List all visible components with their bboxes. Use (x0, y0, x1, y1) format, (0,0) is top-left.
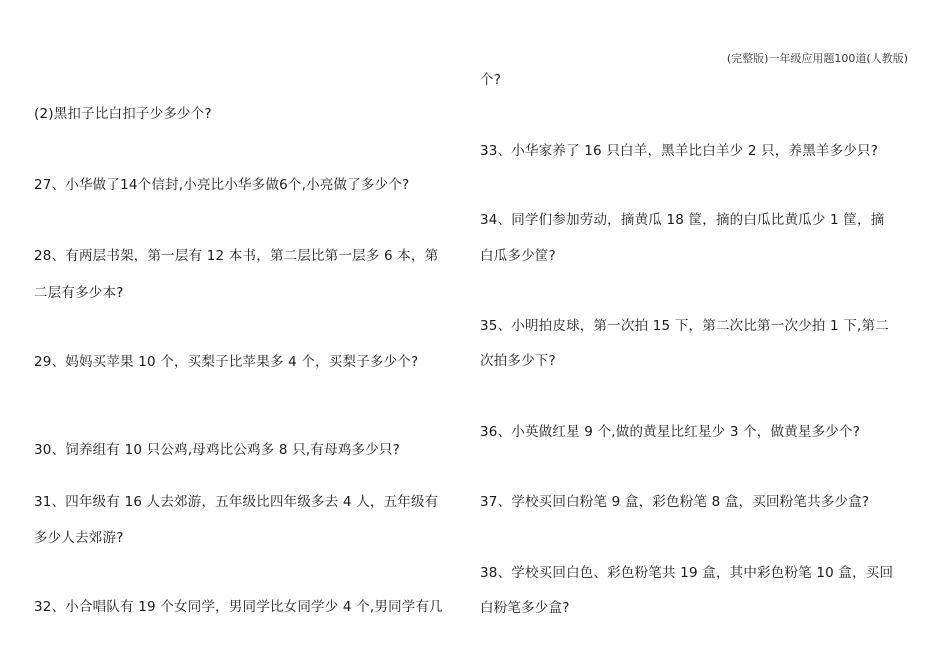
question-34-line-2: 白瓜多少筐? (480, 248, 556, 264)
question-33: 33、小华家养了 16 只白羊，黑羊比白羊少 2 只，养黑羊多少只? (480, 143, 879, 159)
question-32-line-1: 32、小合唱队有 19 个女同学，男同学比女同学少 4 个,男同学有几 (34, 599, 443, 615)
question-31-line-2: 多少人去郊游? (34, 530, 124, 546)
question-28-line-2: 二层有多少本? (34, 285, 124, 301)
question-34-line-1: 34、同学们参加劳动，摘黄瓜 18 筐，摘的白瓜比黄瓜少 1 筐，摘 (480, 212, 885, 228)
question-27: 27、小华做了14个信封,小亮比小华多做6个,小亮做了多少个? (34, 177, 410, 193)
question-38-line-1: 38、学校买回白色、彩色粉笔共 19 盒，其中彩色粉笔 10 盒，买回 (480, 565, 894, 581)
page-header: (完整版)一年级应用题100道(人教版) (726, 52, 908, 65)
question-36: 36、小英做红星 9 个,做的黄星比红星少 3 个，做黄星多少个? (480, 424, 861, 440)
question-38-line-2: 白粉笔多少盒? (480, 600, 570, 616)
question-30: 30、饲养组有 10 只公鸡,母鸡比公鸡多 8 只,有母鸡多少只? (34, 442, 400, 458)
question-32-line-2: 个? (480, 72, 502, 88)
question-35-line-2: 次拍多少下? (480, 353, 556, 369)
question-37: 37、学校买回白粉笔 9 盒，彩色粉笔 8 盒，买回粉笔共多少盒? (480, 494, 870, 510)
question-35-line-1: 35、小明拍皮球，第一次拍 15 下，第二次比第一次少拍 1 下,第二 (480, 318, 889, 334)
question-28-line-1: 28、有两层书架，第一层有 12 本书，第二层比第一层多 6 本，第 (34, 248, 439, 264)
question-31-line-1: 31、四年级有 16 人去郊游，五年级比四年级多去 4 人，五年级有 (34, 494, 439, 510)
question-29: 29、妈妈买苹果 10 个，买梨子比苹果多 4 个，买梨子多少个? (34, 354, 419, 370)
question-26-part-2: (2)黑扣子比白扣子少多少个? (34, 106, 212, 122)
